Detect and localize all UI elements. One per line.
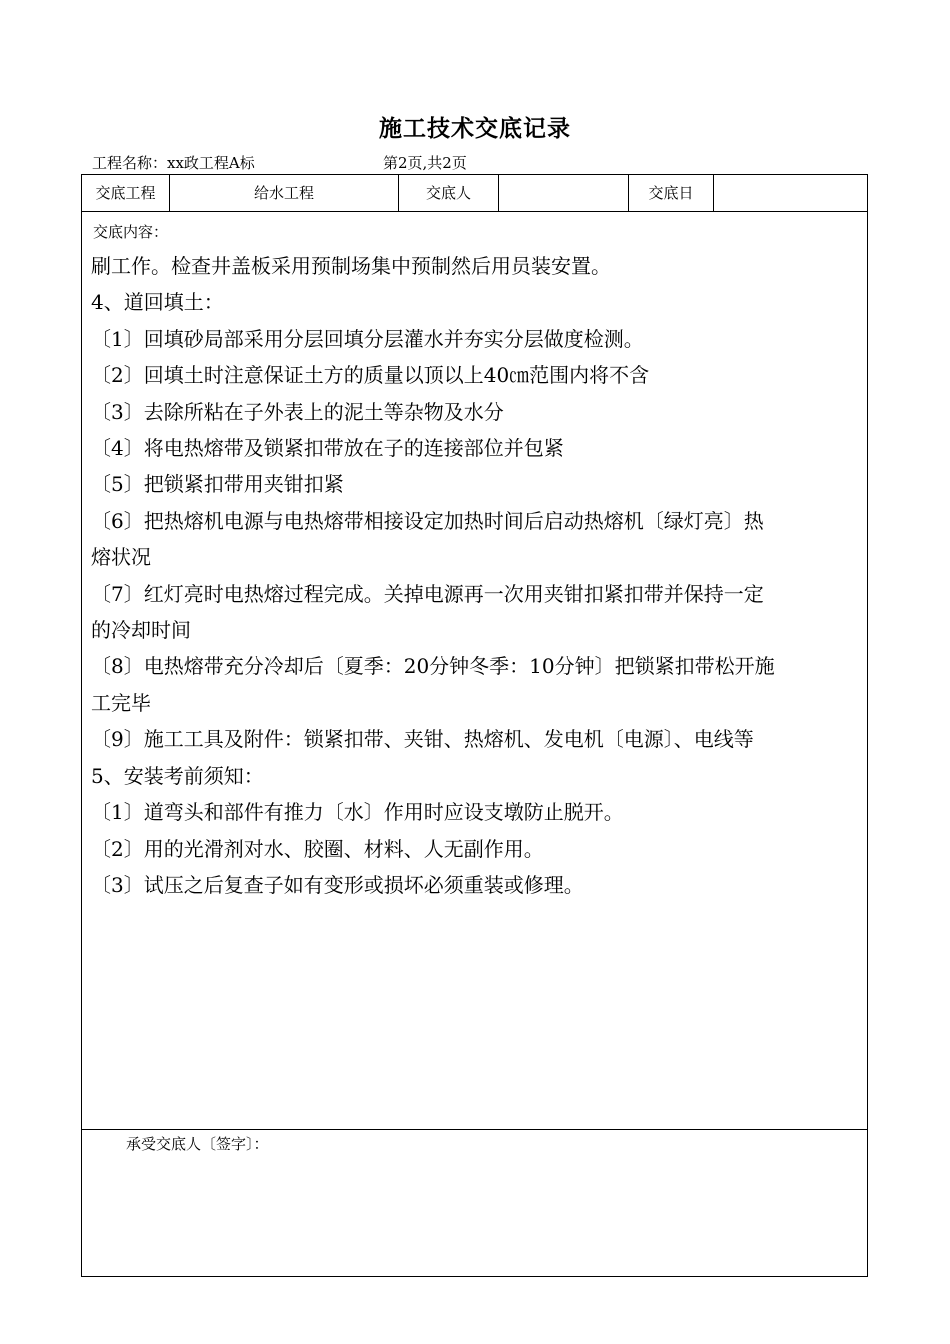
content-line: 〔3〕试压之后复查子如有变形或损坏必须重装或修理。 [91,872,584,897]
disclosure-content-section [82,212,867,1130]
content-line: 熔状况 [91,545,151,570]
content-line: 〔1〕回填砂局部采用分层回填分层灌水并夯实分层做度检测。 [91,326,644,351]
content-line: 〔6〕把热熔机电源与电热熔带相接设定加热时间后启动热熔机〔绿灯亮〕热 [91,508,764,533]
signature-label: 承受交底人〔签字〕： [126,1135,269,1153]
project-name: 工程名称：xx政工程A标 [92,154,255,172]
disclosure-date-value [714,175,867,211]
content-label: 交底内容： [93,223,169,241]
content-line: 〔2〕回填土时注意保证土方的质量以顶以上40㎝范围内将不含 [91,363,650,388]
content-line: 〔5〕把锁紧扣带用夹钳扣紧 [91,472,344,497]
form-header-row [82,175,867,212]
content-line: 5、安装考前须知： [91,763,264,788]
content-line: 〔3〕去除所粘在子外表上的泥土等杂物及水分 [91,399,504,424]
disclosure-project-label: 交底工程 [82,175,170,211]
content-line: 4、道回填土： [91,290,224,315]
document-title: 施工技术交底记录 [379,115,571,142]
content-line: 工完毕 [91,690,151,715]
content-line: 〔2〕用的光滑剂对水、胶圈、材料、人无副作用。 [91,836,544,861]
disclosure-date-label: 交底日 [629,175,714,211]
page-info: 第2页,共2页 [383,154,467,172]
content-line: 〔7〕红灯亮时电热熔过程完成。关掉电源再一次用夹钳扣紧扣带并保持一定 [91,581,764,606]
content-body [91,248,861,903]
disclosure-project-value: 给水工程 [170,175,399,211]
discloser-value [499,175,629,211]
disclosure-form [81,174,868,1277]
discloser-label: 交底人 [399,175,499,211]
content-line: 〔4〕将电热熔带及锁紧扣带放在子的连接部位并包紧 [91,436,564,461]
content-line: 的冷却时间 [91,618,191,643]
content-line: 刷工作。检查井盖板采用预制场集中预制然后用员装安置。 [91,254,611,278]
content-line: 〔8〕电热熔带充分冷却后〔夏季：20分钟冬季：10分钟〕把锁紧扣带松开施 [91,654,775,679]
content-line: 〔9〕施工工具及附件：锁紧扣带、夹钳、热熔机、发电机〔电源〕、电线等 [91,727,754,752]
content-line: 〔1〕道弯头和部件有推力〔水〕作用时应设支墩防止脱开。 [91,800,624,825]
